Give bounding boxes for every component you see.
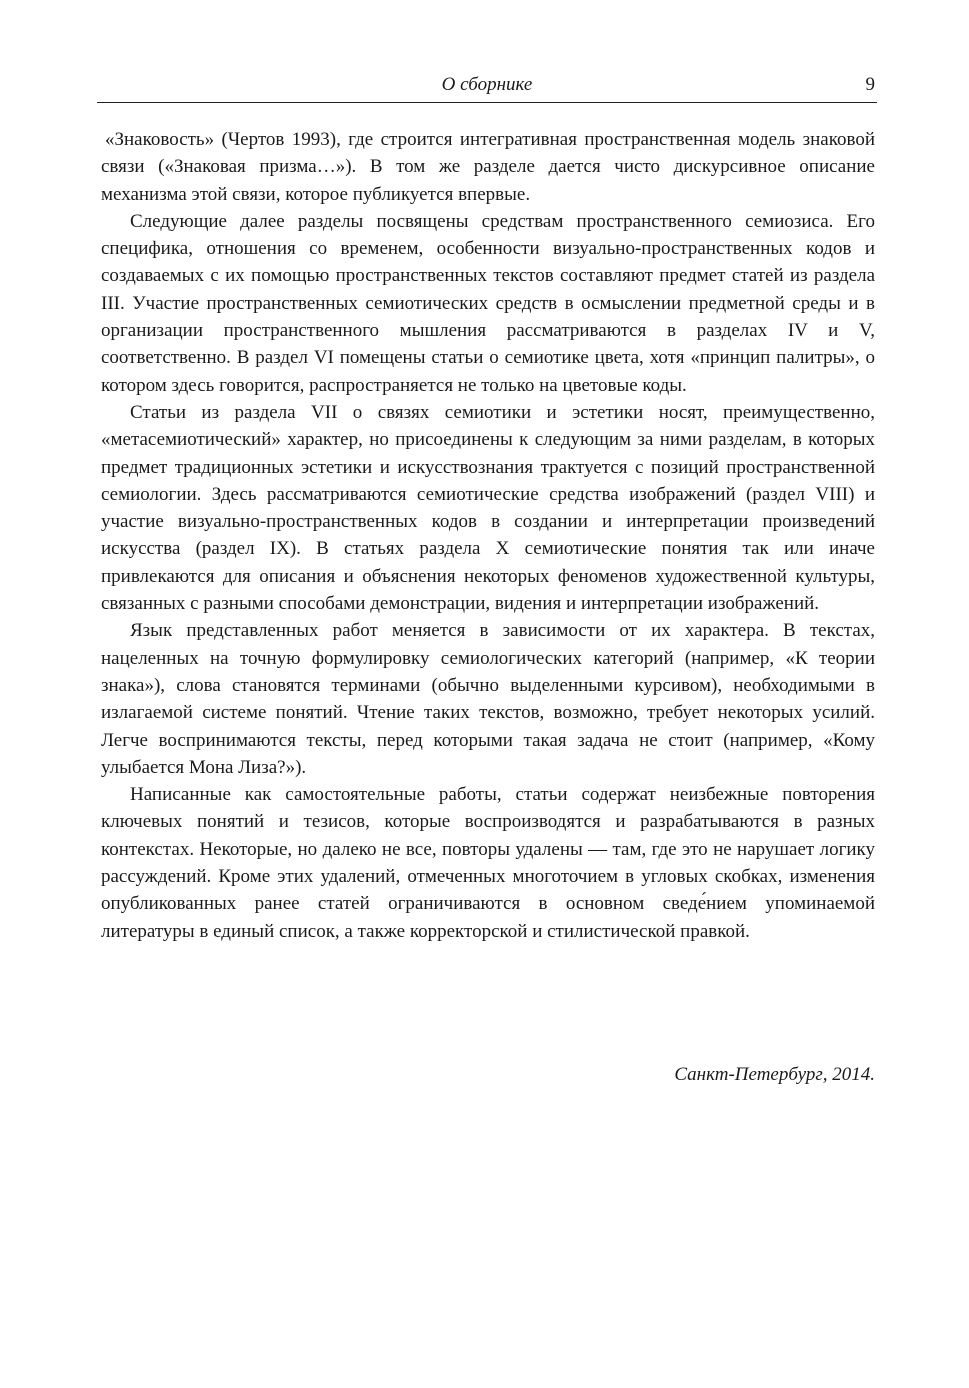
body-text <box>101 126 875 945</box>
running-header <box>97 72 877 103</box>
signature: Санкт-Петербург, 2014. <box>674 1064 875 1085</box>
paragraph-3: Статьи из раздела VII о связях семиотики и эстетики носят, преимущественно, «метасемиотический» характер, но присоединены к следующим за ними разделам, в которых предмет традиционных эстетики и искусствознания трактуется с позиций пространственной семиологии. Здесь рассматриваются семиотические средства изображений (раздел VIII) и участие визуально-пространственных кодов в создании и интерпретации произведений искусства (раздел IX). В статьях раздела X семиотические понятия так или иначе привлекаются для описания и объяснения некоторых феноменов художественной культуры, связанных с разными способами демонстрации, видения и интерпретации изображений. <box>101 401 875 615</box>
paragraph-4: Язык представленных работ меняется в зависимости от их характера. В текстах, нацеленных на точную формулировку семиологических категорий (например, «К теории знака»), слова становятся терминами (обычно выделенными курсивом), необходимыми в излагаемой системе понятий. Чтение таких текстов, возможно, требует некоторых усилий. Легче воспринимаются тексты, перед которыми такая задача не стоит (например, «Кому улыбается Мона Лиза?»). <box>101 620 875 778</box>
paragraph-2: Следующие далее разделы посвящены средствам пространственного семиозиса. Его специфика, отношения со временем, особенности визуально-пространственных кодов и создаваемых с их помощью пространственных текстов составляют предмет статей из раздела III. Участие пространственных семиотических средств в осмыслении предметной среды и в организации пространственного мышления рассматриваются в разделах IV и V, соответственно. В раздел VI помещены статьи о семиотике цвета, хотя «принцип палитры», о котором здесь говорится, распространяется не только на цветовые коды. <box>101 210 875 396</box>
paragraph-5: Написанные как самостоятельные работы, статьи содержат неизбежные повторения ключевых понятий и тезисов, которые воспроизводятся и разрабатываются в разных контекстах. Некоторые, но далеко не все, повторы удалены — там, где это не нарушает логику рассуждений. Кроме этих удалений, отмеченных многоточием в угловых скобках, изменения опубликованных ранее статей ограничиваются в основном сведе́нием упоминаемой литературы в единый список, а также корректорской и стилистической правкой. <box>101 784 875 942</box>
page-number: 9 <box>865 74 875 95</box>
header-title: О сборнике <box>441 74 533 95</box>
paragraph-1: «Знаковость» (Чертов 1993), где строится интегративная пространственная модель знаковой связи («Знаковая призма…»). В том же разделе дается чисто дискурсивное описание механизма этой связи, которое публикуется впервые. <box>101 129 875 205</box>
